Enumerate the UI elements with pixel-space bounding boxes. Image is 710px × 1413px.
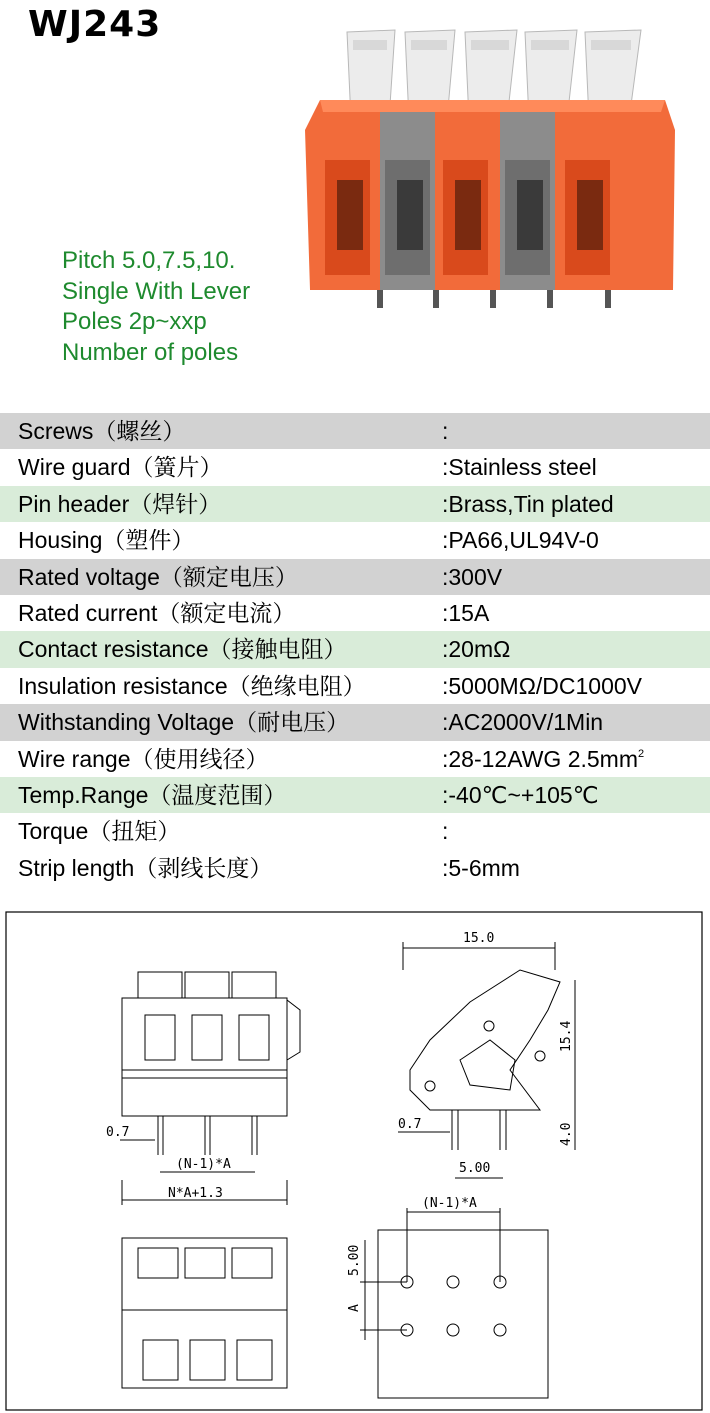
spec-row-screws: [0, 413, 710, 449]
spec-value: :15A: [442, 599, 490, 626]
spec-row-withstanding-voltage: [0, 704, 710, 740]
spec-row-insulation-resistance: [0, 668, 710, 704]
spec-value: :5-6mm: [442, 854, 520, 881]
feature-list: [62, 246, 250, 368]
pcb-dim-pitch: (N-1)*A: [422, 1196, 477, 1211]
spec-row-pin-header: [0, 486, 710, 522]
spec-row-wire-guard: [0, 449, 710, 485]
spec-name: Rated current（额定电流）: [18, 599, 296, 626]
spec-name: Contact resistance（接触电阻）: [18, 636, 347, 663]
bottom-view: [122, 1238, 287, 1388]
spec-value: :20mΩ: [442, 636, 511, 663]
front-dim-pitch: (N-1)*A: [176, 1157, 231, 1172]
front-dim-total: N*A+1.3: [168, 1186, 223, 1201]
spec-value: :: [442, 818, 449, 845]
spec-value-text: :28-12AWG 2.5mm: [442, 745, 638, 772]
spec-value: :-40℃~+105℃: [442, 781, 599, 808]
spec-value: :PA66,UL94V-0: [442, 527, 599, 554]
spec-row-housing: [0, 522, 710, 558]
spec-value: :Stainless steel: [442, 454, 597, 481]
spec-name: Wire guard（簧片）: [18, 454, 223, 481]
spec-value: :AC2000V/1Min: [442, 709, 604, 736]
spec-name: Housing（塑件）: [18, 527, 195, 554]
spec-name: Rated voltage（额定电压）: [18, 563, 298, 590]
spec-name: Torque（扭矩）: [18, 818, 181, 845]
superscript: 2: [637, 747, 645, 760]
spec-row-temp-range: [0, 777, 710, 813]
side-view: [398, 942, 575, 1178]
spec-name: Strip length（剥线长度）: [18, 854, 273, 881]
spec-table: [0, 413, 710, 886]
pcb-layout: [360, 1208, 548, 1398]
side-dim-offset: 5.00: [459, 1161, 491, 1176]
feature-number-of-poles: Number of poles: [62, 338, 239, 366]
spec-name: Temp.Range（温度范围）: [18, 781, 287, 808]
feature-poles: Poles 2p~xxp: [62, 308, 207, 335]
side-dim-height: 15.4: [559, 1020, 574, 1052]
spec-value: :Brass,Tin plated: [442, 490, 614, 517]
pcb-dim-row: 5.00: [347, 1244, 362, 1276]
spec-name: Wire range（使用线径）: [18, 745, 269, 772]
spec-value: :5000MΩ/DC1000V: [442, 672, 643, 699]
side-dim-width: 15.0: [463, 931, 495, 946]
front-dim-pin: 0.7: [106, 1125, 130, 1140]
spec-row-strip-length: [0, 850, 710, 886]
spec-value: [442, 741, 644, 777]
technical-drawing: [0, 910, 710, 1413]
product-image: [285, 20, 705, 340]
spec-row-rated-voltage: [0, 559, 710, 595]
feature-lever: Single With Lever: [62, 277, 251, 305]
spec-name: Insulation resistance（绝缘电阻）: [18, 672, 366, 699]
spec-row-rated-current: [0, 595, 710, 631]
spec-name: Screws（螺丝）: [18, 418, 186, 444]
wire-entry-group: [325, 160, 610, 275]
spec-name: Withstanding Voltage（耐电压）: [18, 709, 350, 736]
pcb-dim-a: A: [347, 1304, 362, 1312]
product-title: WJ243: [28, 4, 162, 45]
side-dim-pin-len: 4.0: [559, 1122, 574, 1146]
spec-name: Pin header（焊针）: [18, 490, 222, 517]
side-dim-pin: 0.7: [398, 1117, 422, 1132]
feature-pitch: Pitch 5.0,7.5,10.: [62, 247, 236, 274]
spec-row-contact-resistance: [0, 631, 710, 667]
spec-row-wire-range: [0, 741, 710, 777]
spec-value: :300V: [442, 563, 503, 590]
spec-row-torque: [0, 813, 710, 849]
spec-value: :: [442, 418, 449, 444]
